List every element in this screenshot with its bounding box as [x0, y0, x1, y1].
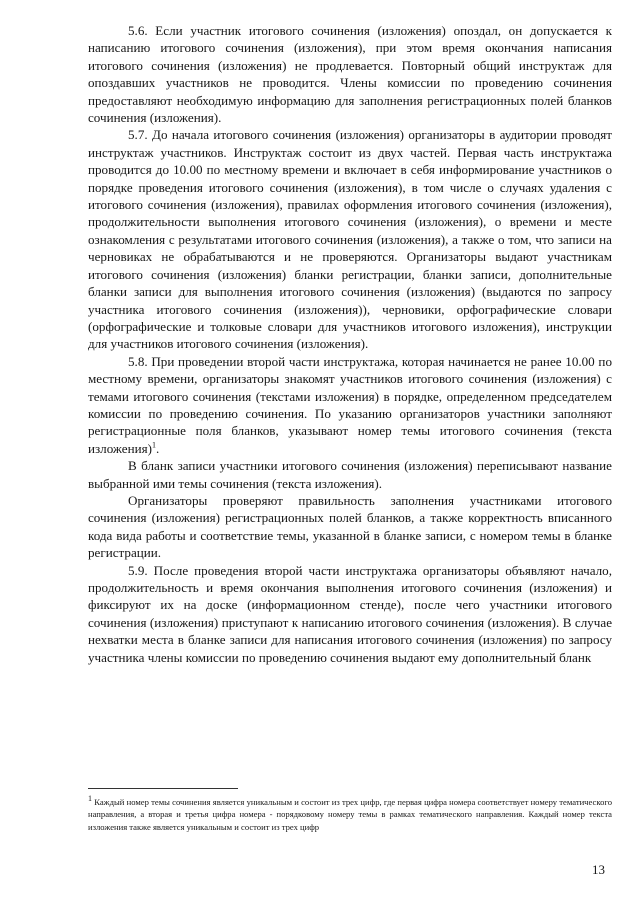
paragraph-5-8-end: . [156, 440, 160, 456]
footnote-marker: 1 [88, 794, 92, 804]
paragraph-5-7: 5.7. До начала итогового сочинения (изложения) организаторы в аудитории проводят инструктаж участников. Инструктаж состоит из двух частей. Первая часть инструктажа проводится до 10.00 по местному времени и включает в себя информирование участников о порядке проведения итогового сочинения (изложения), в том числе о случаях удаления с итогового сочинения (изложения), правилах оформления итогового сочинения (изложения), продолжительности выполнения итогового сочинения (изложения), о времени и месте ознакомления с результатами итогового сочинения (изложения), а также о том, что записи на черновиках не обрабатываются и не проверяются. Организаторы выдают участникам итогового сочинения (изложения) бланки регистрации, бланки записи, дополнительные бланки записи для выполнения итогового сочинения (изложения) (выдаются по запросу участника итогового сочинения (изложения)), черновики, орфографические словари (орфографические и толковые словари для участников итогового изложения), инструкции для участников итогового сочинения (изложения). [88, 127, 612, 352]
paragraph-blank-record: В бланк записи участники итогового сочинения (изложения) переписывают название выбранной ими темы сочинения (текста изложения). [88, 458, 612, 491]
paragraph-5-8-text: 5.8. При проведении второй части инструктажа, которая начинается не ранее 10.00 по местному времени, организаторы знакомят участников итогового сочинения (изложения) с темами итогового сочинения (текстами изложения) в порядке, определенном председателем комиссии по проведению сочинения. По указанию организаторов участники заполняют регистрационные поля бланков, указывают номер темы итогового сочинения (текста изложения) [88, 353, 612, 456]
body-text [88, 22, 612, 666]
paragraph-5-9: 5.9. После проведения второй части инструктажа организаторы объявляют начало, продолжительность и время окончания выполнения итогового сочинения (изложения) и фиксируют их на доске (информационном стенде), после чего участники итогового сочинения (изложения) приступают к написанию итогового сочинения (изложения). В случае нехватки места в бланке записи для написания итогового сочинения (изложения) по запросу участника члены комиссии по проведению сочинения выдают ему дополнительный бланк [88, 562, 612, 665]
paragraph-5-6: 5.6. Если участник итогового сочинения (изложения) опоздал, он допускается к написанию итогового сочинения (изложения), при этом время окончания написания итогового сочинения (изложения) не продлевается. Повторный общий инструктаж для опоздавших участников не проводится. Члены комиссии по проведению сочинения предоставляют необходимую информацию для заполнения регистрационных полей бланков сочинения (изложения). [88, 23, 612, 126]
paragraph-organizers-check: Организаторы проверяют правильность заполнения участниками итогового сочинения (изложения) регистрационных полей бланков, а также корректность вписанного кода вида работы и соответствие темы, указанной в бланке записи, с номером темы в бланке регистрации. [88, 492, 612, 561]
paragraph-5-8 [88, 353, 612, 457]
page-number: 13 [592, 862, 605, 877]
footnote-reference[interactable]: 1 [152, 440, 157, 450]
footnote [88, 796, 612, 833]
footnote-text: Каждый номер темы сочинения является уникальным и состоит из трех цифр, где первая цифра номера соответствует номеру тематического направления, а вторая и третья цифра номера - порядковому номеру темы в рамках тематического направления. Каждый номер текста изложения также является уникальным и состоит из трех цифр [88, 797, 612, 832]
footnote-divider [88, 788, 238, 789]
